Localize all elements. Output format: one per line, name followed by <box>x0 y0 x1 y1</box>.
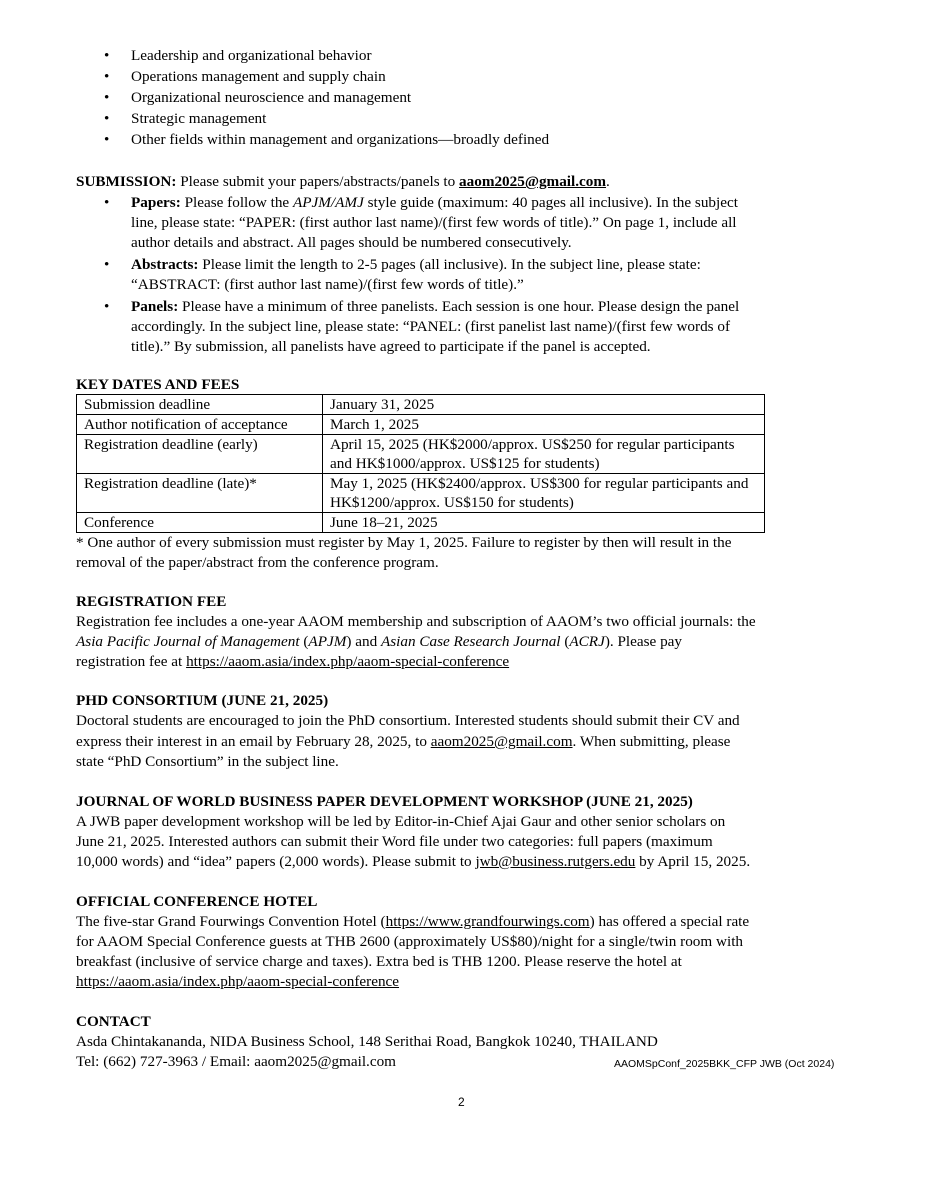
bullet-icon: • <box>104 89 110 106</box>
list-item: Other fields within management and organizations—broadly defined <box>131 131 550 148</box>
abstracts-line-2: “ABSTRACT: (first author last name)/(first few words of title).” <box>131 276 524 293</box>
bullet-icon: • <box>104 194 110 211</box>
panels-text: Please have a minimum of three panelists. Each session is one hour. Please design the panel <box>178 298 740 315</box>
hotel-text: The five-star Grand Fourwings Convention Hotel ( <box>76 913 386 930</box>
list-item: Operations management and supply chain <box>131 68 386 85</box>
jwb-line-3 <box>76 852 750 872</box>
hotel-heading: OFFICIAL CONFERENCE HOTEL <box>76 893 318 910</box>
bullet-icon: • <box>104 110 110 127</box>
hotel-reservation-link[interactable]: https://aaom.asia/index.php/aaom-special-conference <box>76 973 400 990</box>
jwb-heading: JOURNAL OF WORLD BUSINESS PAPER DEVELOPMENT WORKSHOP (JUNE 21, 2025) <box>76 793 693 810</box>
submission-email-link[interactable]: aaom2025@gmail.com <box>459 173 607 190</box>
registration-fee-line-1: Registration fee includes a one-year AAOM membership and subscription of AAOM’s two official journals: the <box>76 613 756 630</box>
papers-label: Papers: <box>131 194 181 211</box>
jwb-text: 10,000 words) and “idea” papers (2,000 words). Please submit to <box>76 853 476 870</box>
table-row <box>77 513 765 533</box>
phd-email-link[interactable]: aaom2025@gmail.com <box>430 733 573 750</box>
abstracts-text: Please limit the length to 2-5 pages (all inclusive). In the subject line, please state: <box>198 256 701 273</box>
hotel-website-link[interactable]: https://www.grandfourwings.com <box>385 913 590 930</box>
table-cell-label: Author notification of acceptance <box>77 415 323 435</box>
registration-fee-text: registration fee at <box>76 653 187 670</box>
contact-line-1: Asda Chintakananda, NIDA Business School, 148 Serithai Road, Bangkok 10240, THAILAND <box>76 1033 658 1050</box>
table-cell-value: March 1, 2025 <box>323 415 765 435</box>
journal-name: Asia Pacific Journal of Management <box>76 633 300 650</box>
phd-text: express their interest in an email by February 28, 2025, to <box>76 733 431 750</box>
list-item: Leadership and organizational behavior <box>131 47 372 64</box>
table-row <box>77 395 765 415</box>
list-item: Strategic management <box>131 110 267 127</box>
bullet-icon: • <box>104 298 110 315</box>
bullet-icon: • <box>104 256 110 273</box>
panels-line-1 <box>131 297 739 317</box>
journal-abbreviation: ACRJ <box>569 633 605 650</box>
hotel-line-3: breakfast (inclusive of service charge and taxes). Extra bed is THB 1200. Please reserve the hotel at <box>76 953 682 970</box>
submission-line <box>76 172 610 192</box>
key-dates-table <box>76 394 765 533</box>
table-cell-label: Registration deadline (early) <box>77 435 323 474</box>
papers-text: style guide (maximum: 40 pages all inclusive). In the subject <box>363 194 738 211</box>
document-code: AAOMSpConf_2025BKK_CFP JWB (Oct 2024) <box>614 1058 835 1070</box>
bullet-icon: • <box>104 131 110 148</box>
registration-fee-text: ). Please pay <box>604 633 683 650</box>
table-cell-label: Conference <box>77 513 323 533</box>
contact-line-2: Tel: (662) 727-3963 / Email: aaom2025@gmail.com <box>76 1053 396 1070</box>
hotel-line-1 <box>76 912 749 932</box>
jwb-line-2: June 21, 2025. Interested authors can submit their Word file under two categories: full papers (maximum <box>76 833 713 850</box>
table-cell-value: April 15, 2025 (HK$2000/approx. US$250 for regular participants and HK$1000/approx. US$125 for students) <box>323 435 765 474</box>
journal-name: Asian Case Research Journal <box>380 633 561 650</box>
table-cell-value: January 31, 2025 <box>323 395 765 415</box>
bullet-icon: • <box>104 47 110 64</box>
table-row <box>77 435 765 474</box>
journal-name: APJM/AMJ <box>292 194 364 211</box>
registration-link[interactable]: https://aaom.asia/index.php/aaom-special-conference <box>186 653 510 670</box>
table-cell-label: Registration deadline (late)* <box>77 474 323 513</box>
table-cell-value: June 18–21, 2025 <box>323 513 765 533</box>
jwb-email-link[interactable]: jwb@business.rutgers.edu <box>475 853 636 870</box>
table-cell-label: Submission deadline <box>77 395 323 415</box>
table-row <box>77 415 765 435</box>
abstracts-line-1 <box>131 255 701 275</box>
submission-heading: SUBMISSION: <box>76 173 177 190</box>
contact-heading: CONTACT <box>76 1013 151 1030</box>
registration-fee-heading: REGISTRATION FEE <box>76 593 227 610</box>
panels-line-2: accordingly. In the subject line, please state: “PANEL: (first panelist last name)/(first few words of <box>131 318 731 335</box>
panels-label: Panels: <box>131 298 179 315</box>
hotel-text: ) has offered a special rate <box>589 913 750 930</box>
list-item: Organizational neuroscience and management <box>131 89 412 106</box>
phd-text: . When submitting, please <box>572 733 731 750</box>
bullet-icon: • <box>104 68 110 85</box>
page-number: 2 <box>458 1095 465 1109</box>
submission-intro: Please submit your papers/abstracts/panels to <box>176 173 460 190</box>
registration-fee-line-3 <box>76 652 509 672</box>
jwb-line-1: A JWB paper development workshop will be led by Editor-in-Chief Ajai Gaur and other senior scholars on <box>76 813 726 830</box>
table-row <box>77 474 765 513</box>
journal-abbreviation: APJM <box>308 633 347 650</box>
panels-line-3: title).” By submission, all panelists have agreed to participate if the panel is accepted. <box>131 338 651 355</box>
phd-line-3: state “PhD Consortium” in the subject line. <box>76 753 339 770</box>
key-dates-heading: KEY DATES AND FEES <box>76 376 240 393</box>
registration-note-line-2: removal of the paper/abstract from the conference program. <box>76 554 439 571</box>
registration-fee-line-2: Asia Pacific Journal of Management (APJM) and Asian Case Research Journal (ACRJ). Please pay <box>76 633 683 650</box>
table-cell-value: May 1, 2025 (HK$2400/approx. US$300 for regular participants and HK$1200/approx. US$150 for students) <box>323 474 765 513</box>
jwb-text: by April 15, 2025. <box>635 853 751 870</box>
phd-line-2 <box>76 732 730 752</box>
registration-note-line-1: * One author of every submission must register by May 1, 2025. Failure to register by then will result in the <box>76 534 732 551</box>
abstracts-label: Abstracts: <box>131 256 199 273</box>
connector-text: ) and <box>346 633 381 650</box>
phd-line-1: Doctoral students are encouraged to join the PhD consortium. Interested students should submit their CV and <box>76 712 740 729</box>
papers-line-1 <box>131 193 738 213</box>
hotel-line-2: for AAOM Special Conference guests at THB 2600 (approximately US$80)/night for a single/twin room with <box>76 933 744 950</box>
papers-text: Please follow the <box>180 194 293 211</box>
papers-line-2: line, please state: “PAPER: (first author last name)/(first few words of title).” On page 1, include all <box>131 214 737 231</box>
phd-heading: PHD CONSORTIUM (JUNE 21, 2025) <box>76 692 329 709</box>
papers-line-3: author details and abstract. All pages should be numbered consecutively. <box>131 234 572 251</box>
submission-period: . <box>606 173 610 190</box>
